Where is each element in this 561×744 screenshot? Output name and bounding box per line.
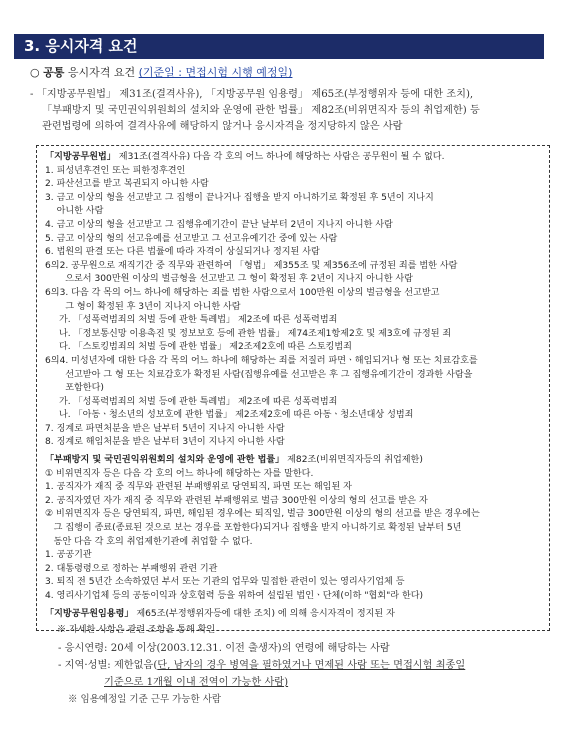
law1-item: 6의2. 공무원으로 재직기간 중 직무와 관련하여 「형법」 제355조 및 제356조에 규정된 죄를 범한 사람	[45, 260, 458, 271]
law1-item: 5. 금고 이상의 형의 선고유예를 선고받고 그 선고유예기간 중에 있는 사람	[45, 233, 338, 244]
section-title: 3. 응시자격 요건	[24, 37, 138, 55]
law1-item: 6. 법원의 판결 또는 다른 법률에 따라 자격이 상실되거나 정지된 사람	[45, 247, 320, 258]
law2-item: 1. 공직자가 재직 중 직무와 관련된 부패행위로 당연퇴직, 파면 또는 해임된 자	[45, 482, 352, 493]
law1-item: 선고받아 그 형 또는 치료감호가 확정된 사람(집행유예를 선고받은 후 그 집행유예기간이 경과한 사람을	[45, 369, 473, 380]
law2-item: 2. 공직자였던 자가 재직 중 직무와 관련된 부패행위로 벌금 300만원 이상의 형의 선고를 받은 자	[45, 495, 428, 506]
law1-item: 6의3. 다음 각 목의 어느 하나에 해당하는 죄를 범한 사람으로서 100만원 이상의 벌금형을 선고받고	[45, 287, 440, 298]
law1-item: 3. 금고 이상의 형을 선고받고 그 집행이 끝나거나 집행을 받지 아니하기로 확정된 후 5년이 지나지	[45, 192, 434, 203]
law2-clause-1: ① 비위면직자 등은 다음 각 호의 어느 하나에 해당하는 자를 말한다.	[45, 468, 314, 479]
law3-heading: 「지방공무원임용령」 제65조(부정행위자등에 대한 조치) 에 의해 응시자격이 정지된 자	[45, 608, 395, 619]
law1-subitem: 다. 「스토킹범죄의 처벌 등에 관한 법률」 제2조제2호에 따른 스토킹범죄	[59, 342, 352, 353]
law2-restricted-institution: 4. 영리사기업체 등의 공동이익과 상호협력 등을 위하여 설립된 법인ㆍ단체(이하 "협회"라 한다)	[45, 591, 424, 601]
intro-paragraph: - 「지방공무원법」 제31조(결격사유), 「지방공무원 임용령」 제65조(부정행위자 등에 대한 조치), 「부패방지 및 국민권익위원회의 설치와 운영에 관한 법률」 제82조(비위면직자 등의 취업제한) 등 관련법령에 의하여 결격사유에 해당하지 않거나 응시자격을 정지당하지 않은 사람	[30, 89, 480, 132]
intro-section	[30, 64, 550, 135]
law1-subitem: 나. 「정보통신망 이용촉진 및 정보보호 등에 관한 법률」 제74조제1항제2호 및 제3호에 규정된 죄	[59, 328, 452, 339]
law1-item: 으로서 300만원 이상의 벌금형을 선고받고 그 형이 확정된 후 2년이 지나지 아니한 사람	[45, 274, 413, 285]
law1-item: 그 형이 확정된 후 3년이 지나지 아니한 사람	[45, 301, 241, 312]
law1-item: 1. 피성년후견인 또는 피한정후견인	[45, 165, 186, 176]
age-requirement: - 응시연령: 20세 이상(2003.12.31. 이전 출생자)의 연령에 해당하는 사람	[58, 643, 390, 654]
law1-item: 2. 파산선고를 받고 복권되지 아니한 사람	[45, 179, 209, 190]
law1-item: 7. 징계로 파면처분을 받은 날부터 5년이 지나지 아니한 사람	[45, 423, 285, 434]
law1-subitem: 가. 「성폭력범죄의 처벌 등에 관한 특례법」 제2조에 따른 성폭력범죄	[59, 396, 338, 407]
law2-restricted-institution: 1. 공공기관	[45, 550, 92, 561]
law1-subitem: 나. 「아동ㆍ청소년의 성보호에 관한 법률」 제2조제2호에 따른 아동ㆍ청소년대상 성범죄	[59, 410, 414, 421]
law1-item: 아니한 사람	[45, 206, 104, 217]
section-header	[14, 34, 544, 59]
common-requirement-line: ○ 공통 응시자격 요건 (기준일 : 면접시험 시행 예정일)	[30, 66, 293, 79]
law2-clause-2-line: 동안 다음 각 호의 취업제한기관에 취업할 수 없다.	[45, 536, 253, 547]
reference-date: (기준일 : 면접시험 시행 예정일)	[138, 66, 293, 79]
bottom-requirements	[58, 640, 553, 708]
region-gender-requirement: - 지역·성별: 제한없음(단, 남자의 경우 병역을 필하였거나 면제된 사람 또는 면접시험 최종일 기준으로 1개월 이내 전역이 가능한 사람)	[58, 660, 466, 688]
law1-item: 6의4. 미성년자에 대한 다음 각 목의 어느 하나에 해당하는 죄를 저질러 파면ㆍ해임되거나 형 또는 치료감호를	[45, 355, 478, 366]
law1-item: 8. 징계로 해임처분을 받은 날부터 3년이 지나지 아니한 사람	[45, 437, 285, 448]
law2-clause-2-line: 그 집행이 종료(종료된 것으로 보는 경우를 포함한다)되거나 집행을 받지 아니하기로 확정된 날부터 5년	[45, 523, 462, 534]
legal-provisions-box	[36, 145, 550, 636]
law1-item: 포함한다)	[45, 383, 104, 394]
common-label: 공통	[43, 66, 65, 79]
law1-subitem: 가. 「성폭력범죄의 처벌 등에 관한 특례법」 제2조에 따른 성폭력범죄	[59, 315, 338, 326]
law2-clause-2-line: ② 비위면직자 등은 당연퇴직, 파면, 해임된 경우에는 퇴직일, 벌금 300만원 이상의 형의 선고를 받은 경우에는	[45, 509, 480, 520]
box-note: ※ 자세한 사항은 관련 조항을 통해 확인	[57, 625, 216, 636]
law2-restricted-institution: 3. 퇴직 전 5년간 소속하였던 부서 또는 기관의 업무와 밀접한 관련이 있는 영리사기업체 등	[45, 577, 405, 588]
law1-item: 4. 금고 이상의 형을 선고받고 그 집행유예기간이 끝난 날부터 2년이 지나지 아니한 사람	[45, 219, 393, 230]
bottom-note: ※ 임용예정일 기준 근무 가능한 사람	[68, 694, 222, 705]
law2-restricted-institution: 2. 대통령령으로 정하는 부패행위 관련 기관	[45, 563, 218, 574]
law2-heading: 「부패방지 및 국민권익위원회의 설치와 운영에 관한 법률」 제82조(비위면직자등의 취업제한)	[45, 455, 423, 466]
law1-heading: 「지방공무원법」 제31조(결격사유) 다음 각 호의 어느 하나에 해당하는 사람은 공무원이 될 수 없다.	[45, 152, 445, 162]
